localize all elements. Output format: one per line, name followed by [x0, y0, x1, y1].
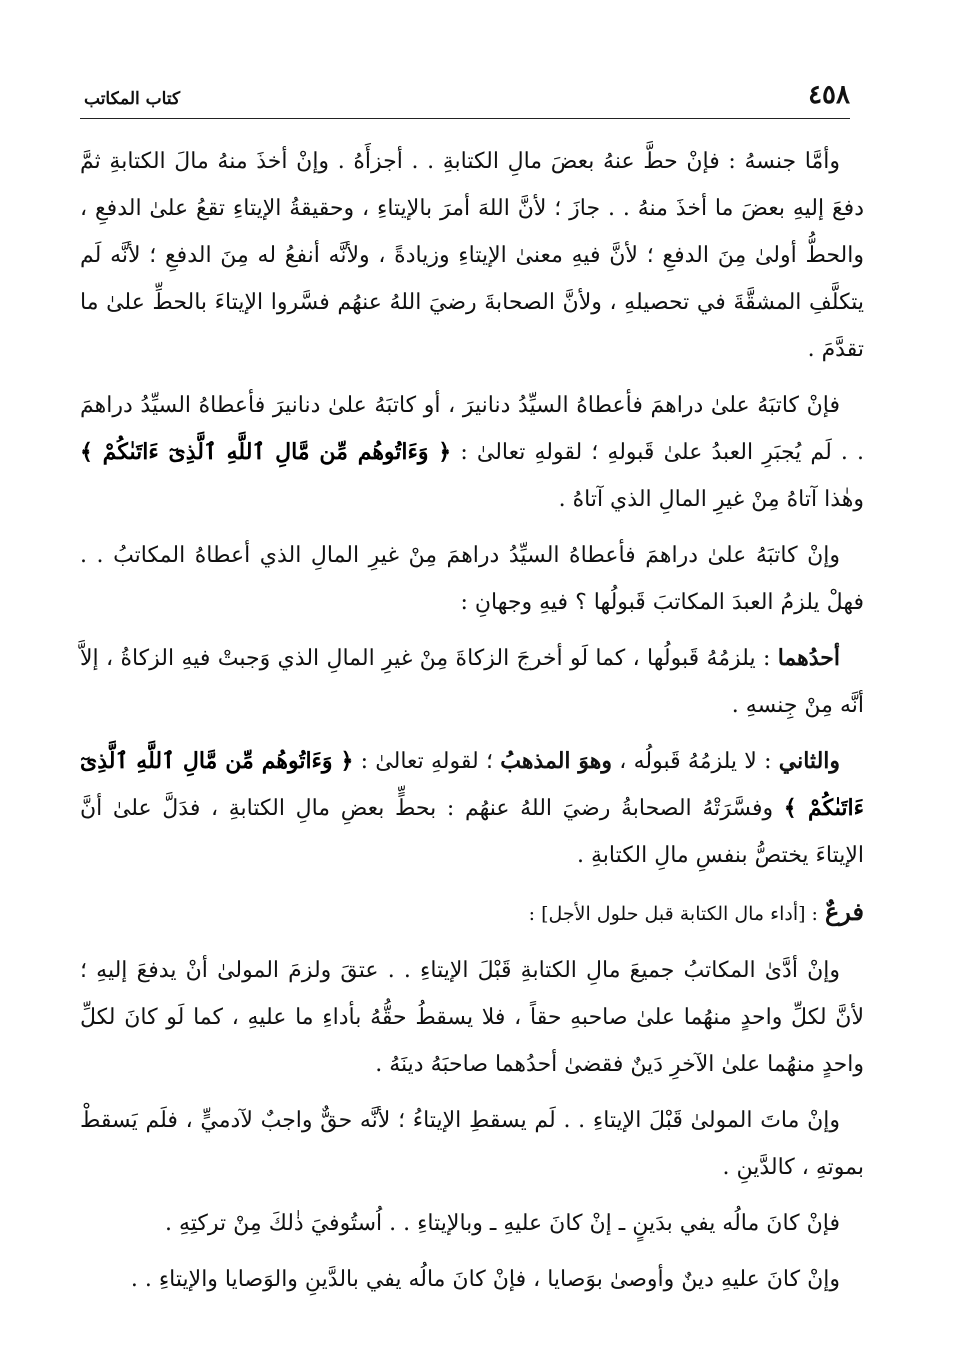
paragraph-4-text: : يلزمُهُ قَبولُها ، كما لَو أخرجَ الزكاةَ مِنْ غيرِ المالِ الذي وَجبتْ فيهِ الزكاةُ ، إلاَّ أنَّه مِنْ جِنسهِ .	[80, 646, 864, 718]
quran-verse: ﴿ وَءَاتُوهُم مِّن مَّالِ ٱللَّهِ ٱلَّذِىٓ ءَاتَىٰكُمْ ﴾	[80, 439, 452, 465]
page-header	[80, 78, 850, 119]
paragraph-4	[80, 635, 864, 729]
section-heading	[80, 888, 864, 938]
paragraph-2-text-a: فإنْ كاتبَهُ علىٰ دراهمَ فأعطاهُ السيِّدُ دنانيرَ ، أو كاتبَهُ علىٰ دنانيرَ فأعطاهُ السيِّدُ دراهمَ . . لَم يُجبَرِ العبدُ علىٰ قَبولهِ ؛ لقولهِ تعالىٰ :	[80, 393, 865, 465]
running-title: كتاب المكاتب	[84, 89, 181, 109]
paragraph-2	[80, 382, 864, 523]
paragraph-5-text-a: : لا يلزمُهُ قَبولُه ،	[619, 749, 772, 774]
paragraph-5-text-b: ؛ لقولهِ تعالىٰ :	[360, 749, 493, 774]
page-body	[80, 138, 864, 1312]
paragraph-8: فإنْ كانَ مالُه يفي بدَينٍ ـ إنْ كانَ عليهِ ـ وبالإيتاءِ . . اُستُوفيَ ذٰلكَ مِنْ تركتِهِ .	[165, 1211, 840, 1236]
paragraph-5	[80, 738, 864, 879]
first-opinion-label: أحدُهما	[777, 645, 841, 671]
madhhab-note: وهوَ المذهبُ	[500, 748, 613, 774]
section-label: فرعٌ	[824, 897, 864, 926]
paragraph-1: وأمَّا جنسهُ : فإنْ حطَّ عنهُ بعضَ مالِ الكتابةِ . . أجزأَهُ . وإنْ أخذَ منهُ مالَ الكتابةِ ثمَّ دفعَ إليهِ بعضَ ما أخذَ منهُ . . جازَ ؛ لأنَّ اللهَ أمرَ بالإيتاءِ ، وحقيقةُ الإيتاءِ تقعُ علىٰ الدفعِ ، والحطُّ أولىٰ مِنَ الدفعِ ؛ لأنَّ فيهِ معنىٰ الإيتاءِ وزيادةً ، ولأنَّه أنفعُ له مِنَ الدفعِ ؛ لأنَّه لَم يتكلَّفِ المشقَّةَ في تحصيلهِ ، ولأنَّ الصحابةَ رضيَ اللهُ عنهُم فسَّروا الإيتاءَ بالحطِّ علىٰ ما تقدَّمَ .	[80, 149, 865, 362]
paragraph-5-text-c: وفسَّرَتْهُ الصحابةُ رضيَ اللهُ عنهُم : بحطٍّ بعضِ مالِ الكتابةِ ، فدَلَّ علىٰ أنَّ الإيتاءَ يختصُّ بنفسِ مالِ الكتابةِ .	[80, 796, 864, 868]
paragraph-9: وإنْ كانَ عليهِ دينٌ وأوصىٰ بوَصايا ، فإنْ كانَ مالُه يفي بالدَّينِ والوَصايا والإيتاءِ . .	[130, 1267, 840, 1292]
paragraph-2-text-b: وهٰذا آتاهُ مِنْ غيرِ المالِ الذي آتاهُ .	[558, 487, 864, 512]
second-opinion-label: والثاني	[778, 748, 841, 774]
page-number: ٤٥٨	[808, 80, 850, 110]
quran-verse: ﴿ وَءَاتُوهُم مِّن مَّالِ ٱللَّهِ ٱلَّذِىٓ ءَاتَىٰكُمْ ﴾	[80, 748, 865, 821]
paragraph-7: وإنْ ماتَ المولىٰ قَبْلَ الإيتاءِ . . لَم يسقطِ الإيتاءُ ؛ لأنَّه حقٌّ واجبٌ لآدميٍّ ، فلَم يَسقطْ بموتهِ ، كالدَّينِ .	[80, 1108, 864, 1180]
section-title: : [أداء مال الكتابة قبل حلول الأجل] :	[528, 903, 818, 925]
paragraph-6: وإنْ أدَّىٰ المكاتبُ جميعَ مالِ الكتابةِ قَبْلَ الإيتاءِ . . عتقَ ولزمَ المولىٰ أنْ يدفعَ إليهِ ؛ لأنَّ لكلِّ واحدٍ منهُما علىٰ صاحبهِ حقاً ، فلا يسقطُ حقُّهُ بأداءِ ما عليهِ ، كما لَو كانَ لكلِّ واحدٍ منهُما علىٰ الآخرِ دَينٌ فقضىٰ أحدُهما صاحبَهُ دينَهُ .	[80, 958, 864, 1077]
paragraph-3: وإنْ كاتبَهُ علىٰ دراهمَ فأعطاهُ السيِّدُ دراهمَ مِنْ غيرِ المالِ الذي أعطاهُ المكاتبُ . . فهلْ يلزمُ العبدَ المكاتبَ قَبولُها ؟ فيهِ وجهانِ :	[80, 543, 864, 615]
